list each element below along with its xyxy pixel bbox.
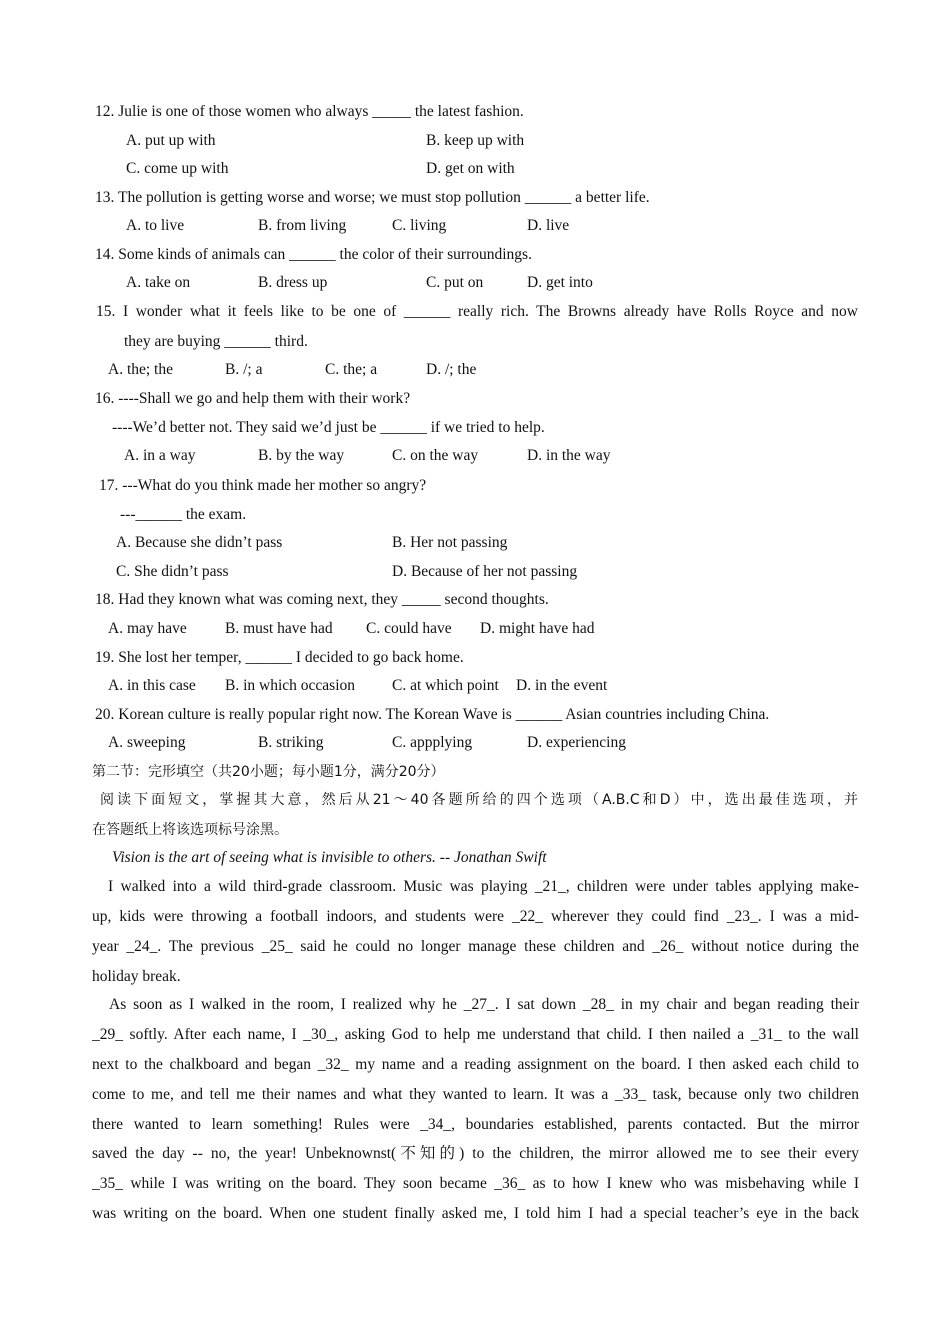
q19-option-c: C. at which point [392, 677, 499, 694]
passage-line: year _24_. The previous _25_ said he could no longer manage these children and _26_ without notice during the [92, 938, 859, 955]
q17-option-a: A. Because she didn’t pass [116, 534, 283, 551]
question-17-stem: 17. ---What do you think made her mother so angry? [99, 477, 427, 494]
section-2-instruction: 阅读下面短文，掌握其大意，然后从21～40各题所给的四个选项（A.B.C和D）中，选出最佳选项，并 [100, 792, 858, 808]
q18-option-c: C. could have [366, 620, 452, 637]
q15-option-a: A. the; the [108, 361, 173, 378]
q13-option-b: B. from living [258, 217, 347, 234]
q15-option-c: C. the; a [325, 361, 378, 378]
q12-option-a: A. put up with [126, 132, 216, 149]
q18-option-d: D. might have had [480, 620, 595, 637]
q18-option-b: B. must have had [225, 620, 333, 637]
q12-option-b: B. keep up with [426, 132, 525, 149]
passage-line: As soon as I walked in the room, I realized why he _27_. I sat down _28_ in my chair and began reading their [109, 996, 859, 1013]
question-17-response: ---______ the exam. [120, 506, 247, 523]
question-15-stem: 15. I wonder what it feels like to be one of ______ really rich. The Browns already have Rolls Royce and now [96, 303, 858, 320]
q20-option-a: A. sweeping [108, 734, 186, 751]
q19-option-b: B. in which occasion [225, 677, 356, 694]
passage-line: I walked into a wild third-grade classroom. Music was playing _21_, children were under tables applying make- [108, 878, 859, 895]
question-13-stem: 13. The pollution is getting worse and worse; we must stop pollution ______ a better life. [95, 189, 650, 206]
passage-line: was writing on the board. When one student finally asked me, I told him I had a special teacher’s eye in the back [92, 1205, 859, 1222]
q12-option-d: D. get on with [426, 160, 515, 177]
q12-option-c: C. come up with [126, 160, 229, 177]
q18-option-a: A. may have [108, 620, 187, 637]
q17-option-d: D. Because of her not passing [392, 563, 578, 580]
q20-option-d: D. experiencing [527, 734, 626, 751]
passage-line: holiday break. [92, 968, 181, 985]
q14-option-d: D. get into [527, 274, 593, 291]
q20-option-c: C. appplying [392, 734, 473, 751]
q16-option-d: D. in the way [527, 447, 611, 464]
q20-option-b: B. striking [258, 734, 324, 751]
question-20-stem: 20. Korean culture is really popular right now. The Korean Wave is ______ Asian countries including China. [95, 706, 770, 723]
passage-line: there wanted to learn something! Rules were _34_, boundaries established, parents contacted. But the mirror [92, 1116, 859, 1133]
question-19-stem: 19. She lost her temper, ______ I decided to go back home. [95, 649, 464, 666]
question-18-stem: 18. Had they known what was coming next, they _____ second thoughts. [95, 591, 549, 608]
q19-option-a: A. in this case [108, 677, 196, 694]
q17-option-b: B. Her not passing [392, 534, 508, 551]
q16-option-c: C. on the way [392, 447, 479, 464]
q14-option-a: A. take on [126, 274, 191, 291]
question-16-stem: 16. ----Shall we go and help them with their work? [95, 390, 411, 407]
q13-option-c: C. living [392, 217, 447, 234]
passage-line: next to the chalkboard and began _32_ my name and a reading assignment on the board. I then asked each child to [92, 1056, 859, 1073]
section-2-heading: 第二节：完形填空（共20小题；每小题1分，满分20分） [92, 764, 445, 780]
passage-line: up, kids were throwing a football indoors, and students were _22_ wherever they could find _23_. I was a mid- [92, 908, 859, 925]
passage-line: come to me, and tell me their names and what they wanted to learn. It was a _33_ task, because only two children [92, 1086, 859, 1103]
q14-option-c: C. put on [426, 274, 484, 291]
section-2-instruction-cont: 在答题纸上将该选项标号涂黑。 [92, 822, 288, 838]
q13-option-a: A. to live [126, 217, 185, 234]
question-15-stem-cont: they are buying ______ third. [124, 333, 308, 350]
q15-option-b: B. /; a [225, 361, 263, 378]
q17-option-c: C. She didn’t pass [116, 563, 229, 580]
q13-option-d: D. live [527, 217, 570, 234]
passage-line: _29_ softly. After each name, I _30_, asking God to help me understand that child. I then nailed a _31_ to the wall [92, 1026, 859, 1043]
passage-quote: Vision is the art of seeing what is invisible to others. -- Jonathan Swift [112, 849, 547, 866]
q15-option-d: D. /; the [426, 361, 477, 378]
q14-option-b: B. dress up [258, 274, 328, 291]
question-16-response: ----We’d better not. They said we’d just be ______ if we tried to help. [112, 419, 545, 436]
passage-line: _35_ while I was writing on the board. They soon became _36_ as to how I knew who was misbehaving while I [92, 1175, 859, 1192]
q16-option-a: A. in a way [124, 447, 196, 464]
q19-option-d: D. in the event [516, 677, 608, 694]
q16-option-b: B. by the way [258, 447, 345, 464]
passage-line: saved the day -- no, the year! Unbeknownst(不知的) to the children, the mirror allowed me to see their every [92, 1145, 859, 1162]
question-14-stem: 14. Some kinds of animals can ______ the color of their surroundings. [95, 246, 532, 263]
question-12-stem: 12. Julie is one of those women who always _____ the latest fashion. [95, 103, 524, 120]
